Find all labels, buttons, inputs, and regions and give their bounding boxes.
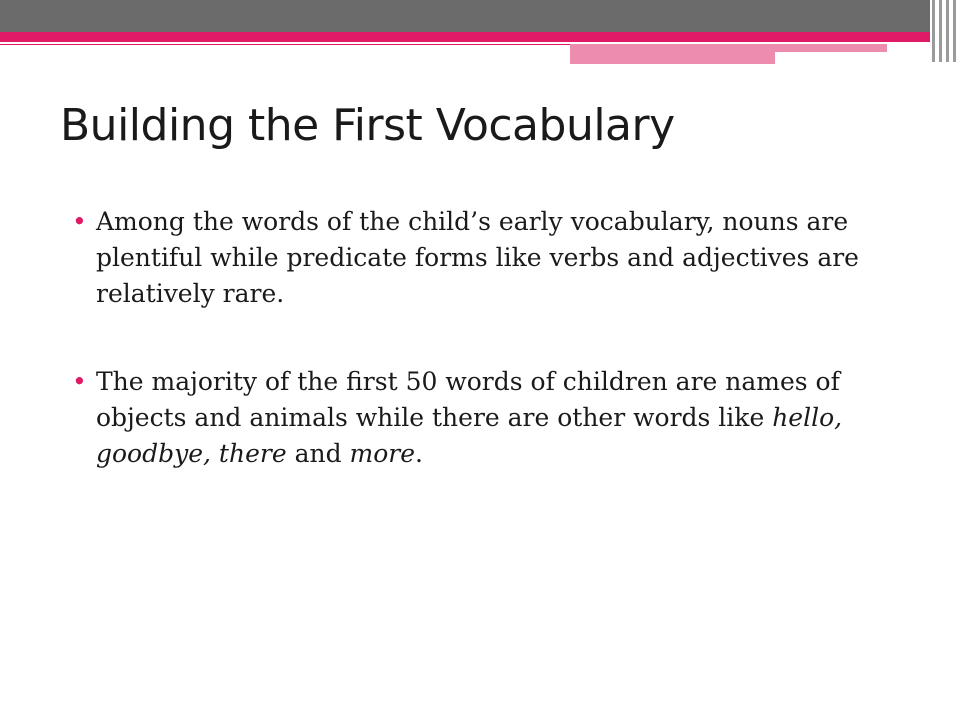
slide-title: Building the First Vocabulary (60, 100, 675, 151)
edge-line (939, 0, 942, 62)
header-accent-line (0, 44, 570, 45)
header-bar-pink (0, 32, 930, 42)
bullet-text-conjunction: and (286, 439, 350, 468)
bullet-item (68, 364, 928, 472)
header-accent-block-small (775, 44, 887, 52)
bullet-italic-examples: hello, goodbye, there (96, 403, 843, 468)
header-edge-lines (930, 0, 960, 62)
bullet-dot-icon: • (72, 367, 87, 396)
bullet-item (68, 204, 928, 312)
bullet-list (68, 204, 928, 524)
bullet-text: Among the words of the child’s early vocabulary, nouns are plentiful while predicate forms like verbs and adjectives are relatively rare. (96, 207, 859, 308)
header-bar-gray (0, 0, 930, 32)
edge-line (946, 0, 949, 62)
edge-line (932, 0, 935, 62)
header-accent-block (570, 44, 775, 64)
bullet-text-end: . (415, 439, 423, 468)
bullet-text: The majority of the first 50 words of children are names of objects and animals while there are other words like (96, 367, 840, 432)
bullet-italic-example: more (349, 439, 416, 468)
edge-line (953, 0, 956, 62)
bullet-dot-icon: • (72, 207, 87, 236)
